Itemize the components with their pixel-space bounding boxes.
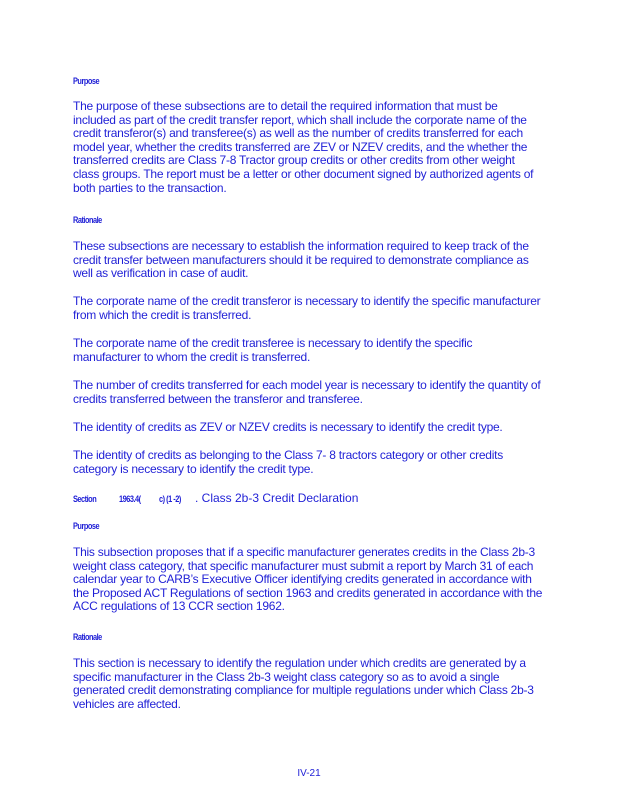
page-number: IV-21: [297, 768, 321, 779]
paragraph-class-identity: The identity of credits as belonging to the Class 7- 8 tractors category or other credits category is necessary to identify the credit type.: [73, 448, 503, 476]
heading-rationale-2: Rationale: [73, 632, 102, 642]
paragraph-number-of-credits: The number of credits transferred for each model year is necessary to identify the quantity of credits transferred between the transferor and transferee.: [73, 378, 541, 406]
paragraph-rationale: These subsections are necessary to establish the information required to keep track of the credit transfer between manufacturers should it be required to demonstrate compliance as well as verification in case of audit.: [73, 239, 529, 281]
heading-rationale: Rationale: [73, 215, 102, 225]
paragraph-transferee: The corporate name of the credit transferee is necessary to identify the specific manufacturer to whom the credit is transferred.: [73, 336, 473, 364]
section-heading: [73, 491, 358, 505]
paragraph-rationale-2: This section is necessary to identify the regulation under which credits are generated by a specific manufacturer in the Class 2b-3 weight class category so as to avoid a single generated credit demonstrating compliance for multiple regulations under which Class 2b-3 vehicles are affected.: [73, 656, 534, 711]
paragraph-transferor: The corporate name of the credit transferor is necessary to identify the specific manufacturer from which the credit is transferred.: [73, 294, 541, 322]
heading-purpose: Purpose: [73, 76, 100, 86]
section-subsection: c) (1 -2): [159, 494, 181, 504]
heading-purpose-2: Purpose: [73, 521, 100, 531]
section-title: . Class 2b-3 Credit Declaration: [195, 491, 359, 505]
section-label: Section: [73, 494, 97, 504]
paragraph-purpose-2: This subsection proposes that if a specific manufacturer generates credits in the Class 2b-3 weight class category, that specific manufacturer must submit a report by March 31 of each calendar year to CARB’s Executive Officer identifying credits generated in accordance with the Proposed ACT Regulations of section 1963 and credits generated in accordance with the ACC regulations of 13 CCR section 1962.: [73, 545, 543, 614]
section-number: 1963.4(: [119, 494, 141, 504]
paragraph-purpose: The purpose of these subsections are to detail the required information that must be included as part of the credit transfer report, which shall include the corporate name of the credit transferor(s) and transferee(s) as well as the number of credits transferred for each model year, whether the credits transferred are ZEV or NZEV credits, and the whether the transferred credits are Class 7-8 Tractor group credits or other credits from other weight class groups. The report must be a letter or other document signed by authorized agents of both parties to the transaction.: [73, 99, 534, 195]
paragraph-zev-identity: The identity of credits as ZEV or NZEV credits is necessary to identify the credit type.: [73, 420, 503, 434]
